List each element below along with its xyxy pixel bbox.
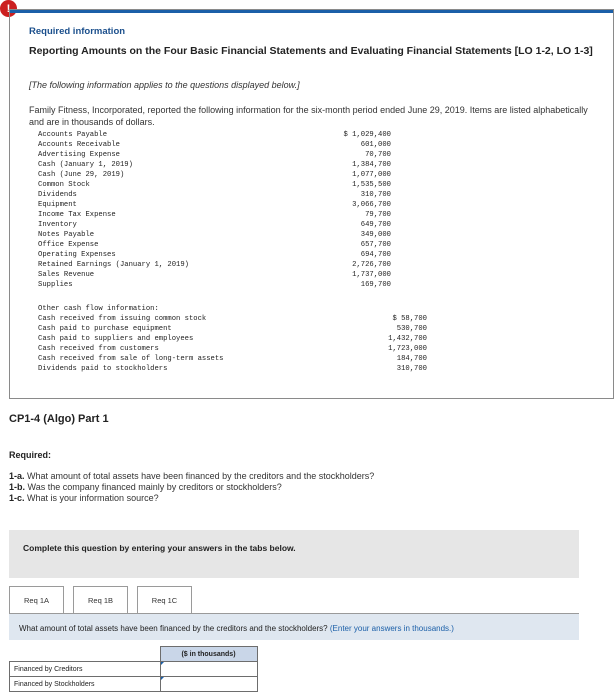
account-name: Office Expense [38, 241, 99, 249]
account-value: 1,384,700 [352, 161, 391, 169]
requirement-tabs [9, 586, 201, 614]
cash-flow-values [340, 314, 427, 374]
answer-table [9, 646, 258, 692]
account-name: Retained Earnings (January 1, 2019) [38, 261, 189, 269]
account-value: 657,700 [360, 241, 391, 249]
cash-flow-name: Cash received from customers [38, 345, 159, 353]
account-value: 601,000 [360, 141, 391, 149]
answer-row-label: Financed by Stockholders [10, 677, 161, 692]
account-value: 694,700 [360, 251, 391, 259]
cash-flow-name: Cash paid to suppliers and employees [38, 335, 194, 343]
cash-flow-value: 530,700 [396, 325, 427, 333]
account-name: Inventory [38, 221, 77, 229]
account-name: Dividends [38, 191, 77, 199]
question-item [9, 493, 374, 504]
cash-flow-value: 310,700 [396, 365, 427, 373]
question-label: 1-a. [9, 471, 25, 481]
account-name: Operating Expenses [38, 251, 116, 259]
financed-by-stockholders-input[interactable] [161, 677, 257, 691]
account-value: 169,700 [360, 281, 391, 289]
question-list [9, 471, 374, 504]
alert-icon: ! [0, 0, 17, 17]
account-value: 2,726,700 [352, 261, 391, 269]
account-value: 1,535,500 [352, 181, 391, 189]
applies-note: [The following information applies to the questions displayed below.] [29, 80, 300, 90]
tab-req-1b[interactable]: Req 1B [73, 586, 128, 614]
account-name: Common Stock [38, 181, 90, 189]
account-value: 1,077,000 [352, 171, 391, 179]
cash-flow-name: Cash paid to purchase equipment [38, 325, 172, 333]
account-name: Notes Payable [38, 231, 95, 239]
account-name: Accounts Receivable [38, 141, 120, 149]
table-row [10, 662, 258, 677]
active-question-text: What amount of total assets have been financed by the creditors and the stockholders? [19, 624, 328, 633]
cash-flow-value: 1,432,700 [388, 335, 427, 343]
table-row [10, 677, 258, 692]
part-title: CP1-4 (Algo) Part 1 [9, 413, 109, 425]
account-value: 649,700 [360, 221, 391, 229]
account-name: Cash (January 1, 2019) [38, 161, 133, 169]
account-value: 1,737,000 [352, 271, 391, 279]
cash-flow-name: Cash received from issuing common stock [38, 315, 207, 323]
cash-flow-names [38, 304, 223, 374]
account-name: Supplies [38, 281, 73, 289]
account-value: 79,700 [365, 211, 391, 219]
account-value: $ 1,029,400 [343, 131, 391, 139]
question-text: What is your information source? [27, 493, 159, 503]
account-name: Advertising Expense [38, 151, 120, 159]
answer-table-corner [10, 647, 161, 662]
panel-accent-bar [10, 10, 613, 13]
problem-heading: Reporting Amounts on the Four Basic Financial Statements and Evaluating Financial Statements [LO 1-2, LO 1-3] [29, 45, 593, 57]
instruction-box [9, 530, 579, 578]
active-question-hint: (Enter your answers in thousands.) [329, 624, 454, 633]
tab-req-1a[interactable]: Req 1A [9, 586, 64, 614]
question-item [9, 471, 374, 482]
question-text: What amount of total assets have been financed by the creditors and the stockholders? [27, 471, 375, 481]
account-names [38, 130, 189, 290]
account-name: Cash (June 29, 2019) [38, 171, 125, 179]
cash-flow-name: Cash received from sale of long-term assets [38, 355, 224, 363]
question-text: Was the company financed mainly by creditors or stockholders? [27, 482, 282, 492]
problem-intro: Family Fitness, Incorporated, reported the following information for the six-month period ended June 29, 2019. Items are listed alphabetically and are in thousands of dollars. [29, 105, 588, 127]
cash-flow-value: $ 58,700 [392, 315, 427, 323]
question-item [9, 482, 374, 493]
answer-cell [160, 662, 257, 677]
question-label: 1-c. [9, 493, 25, 503]
question-label: 1-b. [9, 482, 26, 492]
tab-req-1c[interactable]: Req 1C [137, 586, 192, 614]
cash-flow-name: Dividends paid to stockholders [38, 365, 168, 373]
answer-table-header-row [10, 647, 258, 662]
financed-by-creditors-input[interactable] [161, 662, 257, 676]
account-value: 349,000 [360, 231, 391, 239]
account-value: 70,700 [365, 151, 391, 159]
account-value: 3,066,700 [352, 201, 391, 209]
answer-row-label: Financed by Creditors [10, 662, 161, 677]
cash-flow-heading: Other cash flow information: [38, 305, 159, 313]
active-question [19, 624, 454, 633]
instruction-text: Complete this question by entering your answers in the tabs below. [23, 543, 296, 553]
account-value: 310,700 [360, 191, 391, 199]
account-name: Income Tax Expense [38, 211, 116, 219]
required-information-title: Required information [29, 26, 126, 37]
account-name: Accounts Payable [38, 131, 108, 139]
answer-column-header: ($ in thousands) [160, 647, 257, 662]
account-values [300, 130, 391, 290]
answer-cell [160, 677, 257, 692]
account-name: Equipment [38, 201, 77, 209]
account-name: Sales Revenue [38, 271, 95, 279]
required-label: Required: [9, 450, 52, 460]
cash-flow-value: 184,700 [396, 355, 427, 363]
cash-flow-value: 1,723,000 [388, 345, 427, 353]
active-question-panel [9, 613, 579, 640]
